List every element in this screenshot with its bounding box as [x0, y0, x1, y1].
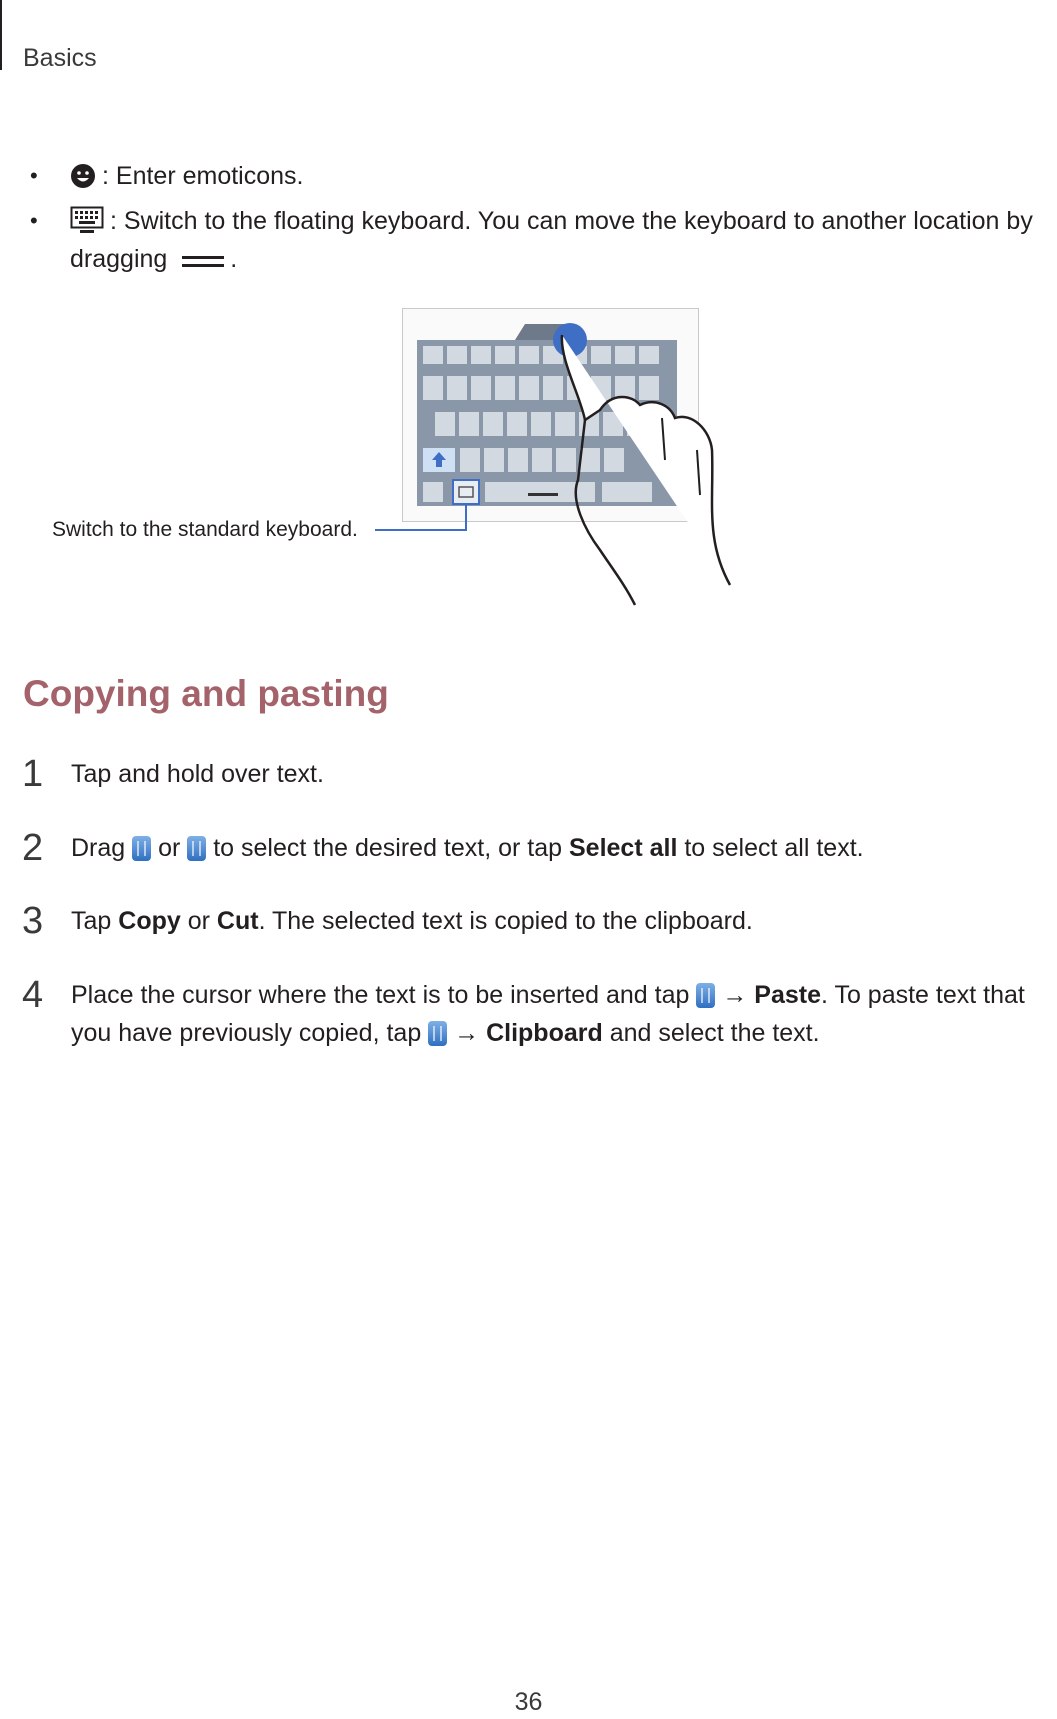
step-number: 4 — [22, 974, 44, 1016]
bullet-floating-text: : Switch to the floating keyboard. You can move the keyboard to another location by — [110, 207, 1033, 235]
section-title: Copying and pasting — [23, 673, 389, 714]
select-all-label: Select all — [569, 834, 678, 862]
cursor-handle-icon — [428, 1021, 447, 1046]
step-number: 2 — [22, 827, 44, 869]
cursor-handle-icon — [696, 983, 715, 1008]
step-number: 3 — [22, 900, 44, 942]
bullet-marker: • — [30, 208, 38, 233]
floating-keyboard-illustration — [0, 300, 1057, 620]
clipboard-label: Clipboard — [486, 1019, 603, 1047]
emoticon-icon — [70, 162, 96, 200]
page-number: 36 — [514, 1688, 543, 1716]
bullet-emoticons-text: : Enter emoticons. — [102, 162, 304, 190]
bullet-marker: • — [30, 163, 38, 188]
step-text: Tap and hold over text. — [71, 760, 324, 788]
page-edge-rule — [0, 0, 2, 70]
step-text: Drag or to select the desired text, or tap Select all to select all text. — [71, 834, 864, 862]
cut-label: Cut — [216, 907, 259, 935]
step-number: 1 — [22, 753, 44, 795]
step-text: Tap Copy or Cut. The selected text is copied to the clipboard. — [71, 907, 753, 935]
callout-standard-keyboard: Switch to the standard keyboard. — [52, 518, 358, 541]
step-text: Place the cursor where the text is to be inserted and tap → Paste. To paste text that you have previously copied, tap → Clipboard and select the text. — [71, 981, 1025, 1047]
running-header: Basics — [23, 44, 97, 72]
paste-label: Paste — [754, 981, 821, 1009]
bullet-floating-keyboard-line2: dragging . — [70, 240, 237, 283]
selection-handle-left-icon — [132, 836, 151, 861]
floating-keyboard-figure — [0, 300, 1057, 620]
selection-handle-right-icon — [187, 836, 206, 861]
copy-label: Copy — [118, 907, 181, 935]
drag-handle-icon — [180, 245, 226, 283]
